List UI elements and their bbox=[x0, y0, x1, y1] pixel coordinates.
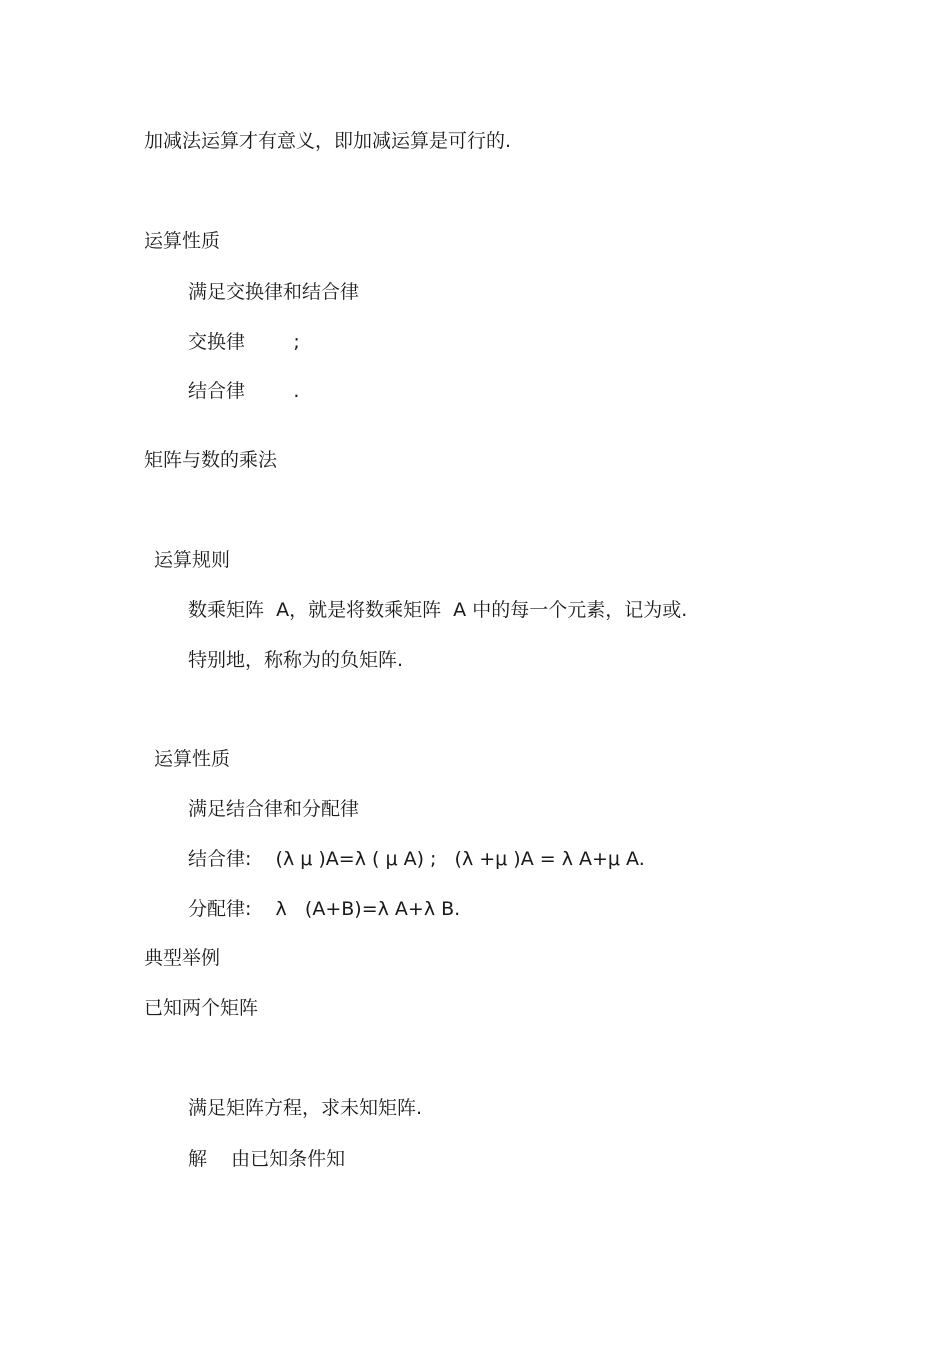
heading-operation-properties: 运算性质 bbox=[144, 230, 221, 252]
heading-typical-examples: 典型举例 bbox=[144, 947, 221, 969]
text-line-commutative-associative: 满足交换律和结合律 bbox=[188, 281, 360, 303]
text-line-commutative-law: 交换律 ; bbox=[188, 331, 300, 353]
text-line-scalar-definition: 数乘矩阵 A，就是将数乘矩阵 A 中的每一个元素，记为或. bbox=[188, 599, 688, 621]
text-line-associative-law: 结合律 . bbox=[188, 380, 300, 402]
text-line-distributive-formula: 分配律: λ (A+B)=λ A+λ B. bbox=[188, 898, 461, 920]
heading-scalar-multiplication: 矩阵与数的乘法 bbox=[144, 449, 278, 471]
text-line-intro: 加减法运算才有意义，即加减运算是可行的. bbox=[144, 130, 512, 152]
heading-operation-properties-2: 运算性质 bbox=[154, 748, 231, 770]
text-line-matrix-equation: 满足矩阵方程，求未知矩阵. bbox=[188, 1097, 423, 1119]
text-line-associative-distributive: 满足结合律和分配律 bbox=[188, 798, 360, 820]
text-line-solution: 解 由已知条件知 bbox=[188, 1148, 346, 1170]
heading-operation-rules: 运算规则 bbox=[154, 549, 231, 571]
text-line-associative-formula: 结合律: (λ μ )A=λ ( μ A) ; (λ +μ )A = λ A+μ A. bbox=[188, 848, 645, 870]
text-line-given-matrices: 已知两个矩阵 bbox=[144, 997, 259, 1019]
text-line-negative-matrix: 特别地，称称为的负矩阵. bbox=[188, 649, 404, 671]
